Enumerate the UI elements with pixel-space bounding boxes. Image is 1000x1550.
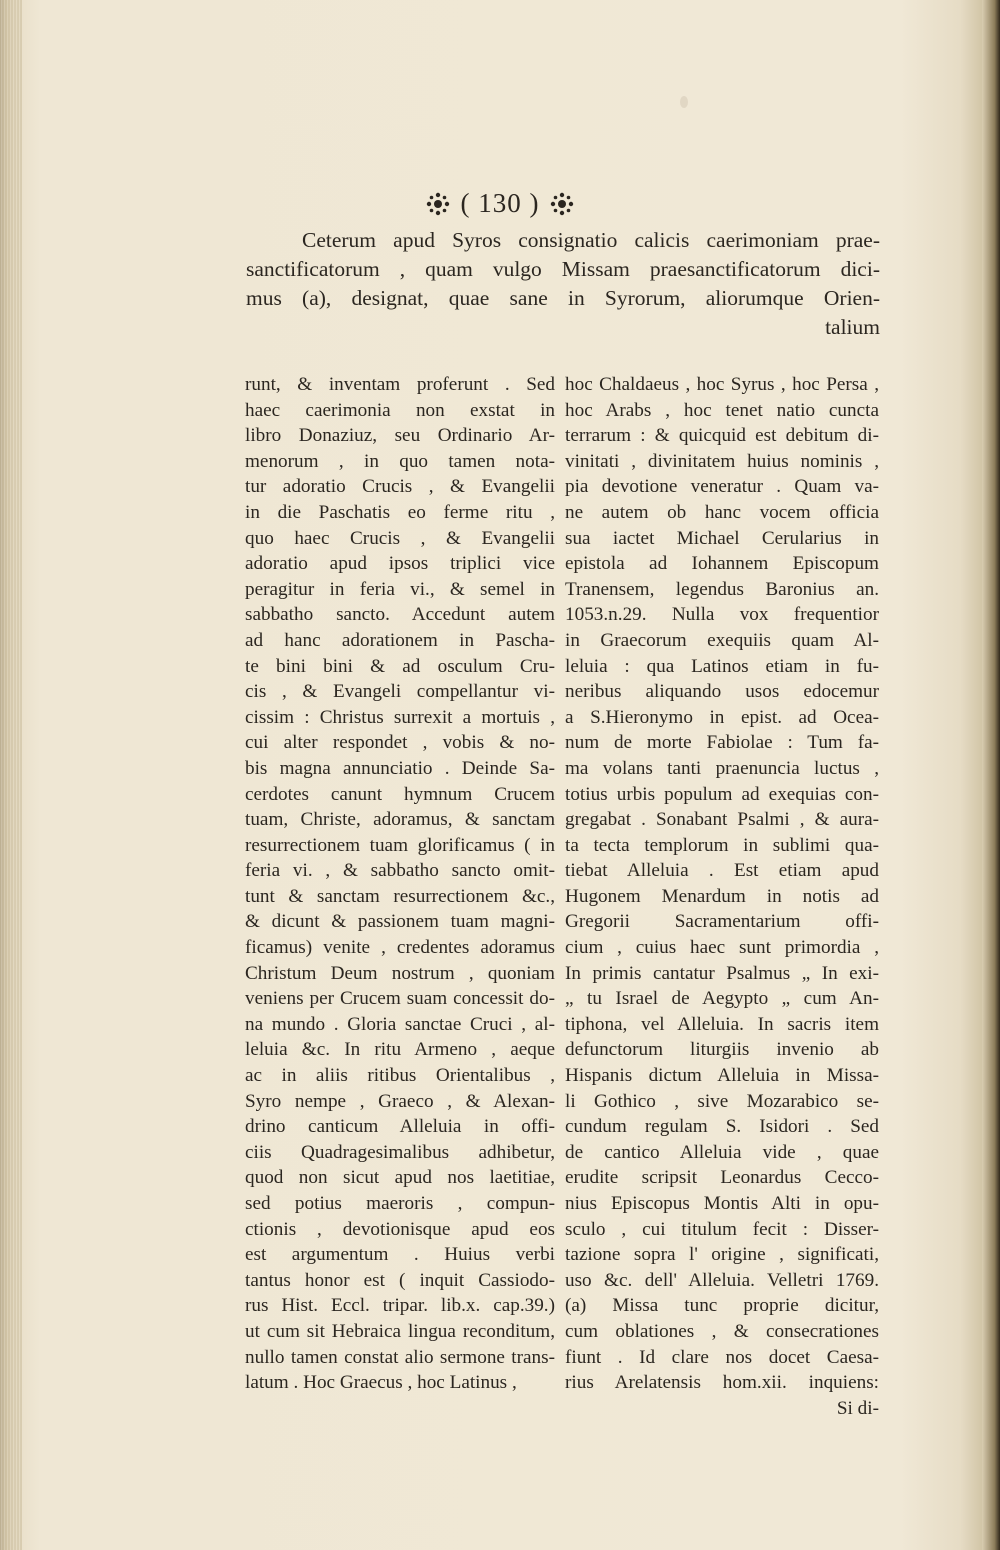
text-line: ut cum sit Hebraica lingua reconditum, <box>245 1320 555 1342</box>
text-line: rius Arelatensis hom.xii. inquiens: <box>565 1372 879 1394</box>
text-line: li Gothico , sive Mozarabico se- <box>565 1090 879 1112</box>
text-line: totius urbis populum ad exequias con- <box>565 783 879 805</box>
text-line: neribus aliquando usos edocemur <box>565 681 879 703</box>
text-line: menorum , in quo tamen nota- <box>245 450 555 472</box>
text-line: quod non sicut apud nos laetitiae, <box>245 1167 555 1189</box>
text-line: Christum Deum nostrum , quoniam <box>245 962 555 984</box>
text-line: In primis cantatur Psalmus „ In exi- <box>565 962 879 984</box>
text-line: ad hanc adorationem in Pascha- <box>245 629 555 651</box>
text-line: Syro nempe , Graeco , & Alexan- <box>245 1090 555 1112</box>
page-number: 130 <box>478 188 522 219</box>
text-line: „ tu Israel de Aegypto „ cum An- <box>565 988 879 1010</box>
text-line: de cantico Alleluia vide , quae <box>565 1141 879 1163</box>
text-line: hoc Arabs , hoc tenet natio cuncta <box>565 399 879 421</box>
text-line: libro Donaziuz, seu Ordinario Ar- <box>245 425 555 447</box>
text-line: est argumentum . Huius verbi <box>245 1244 555 1266</box>
text-line: terrarum : & quicquid est debitum di- <box>565 425 879 447</box>
text-line: epistola ad Iohannem Episcopum <box>565 553 879 575</box>
text-line: rus Hist. Eccl. tripar. lib.x. cap.39.) <box>245 1295 555 1317</box>
text-line: cui alter respondet , vobis & no- <box>245 732 555 754</box>
page-outer-edge <box>982 0 1000 1550</box>
text-line: Si di- <box>836 1397 879 1419</box>
text-line: ficamus) venite , credentes adoramus <box>245 937 555 959</box>
intro-line: Ceterum apud Syros consignatio calicis caerimoniam prae- <box>302 228 880 252</box>
text-line: veniens per Crucem suam concessit do- <box>245 988 555 1010</box>
text-line: te bini bini & ad osculum Cru- <box>245 655 555 677</box>
text-line: quo haec Crucis , & Evangelii <box>245 527 555 549</box>
right-ornament-icon <box>547 191 577 217</box>
text-line: Tranensem, legendus Baronius an. <box>565 578 879 600</box>
text-line: uso &c. dell' Alleluia. Velletri 1769. <box>565 1269 879 1291</box>
page-gutter-edge <box>0 0 22 1550</box>
text-line: cium , cuius haec sunt primordia , <box>565 937 879 959</box>
text-line: feria vi. , & sabbatho sancto omit- <box>245 860 555 882</box>
text-line: peragitur in feria vi., & semel in <box>245 578 555 600</box>
left-column <box>245 372 555 1396</box>
text-line: bis magna annunciatio . Deinde Sa- <box>245 757 555 779</box>
text-line: Hugonem Menardum in notis ad <box>565 885 879 907</box>
intro-line: mus (a), designat, quae sane in Syrorum, aliorumque Orien- <box>246 286 880 310</box>
text-line: ma volans tanti praenuncia luctus , <box>565 757 879 779</box>
text-line: tiphona, vel Alleluia. In sacris item <box>565 1013 879 1035</box>
text-line: cundum regulam S. Isidori . Sed <box>565 1116 879 1138</box>
text-line: tunt & sanctam resurrectionem &c., <box>245 885 555 907</box>
text-line: ciis Quadragesimalibus adhibetur, <box>245 1141 555 1163</box>
text-line: hoc Chaldaeus , hoc Syrus , hoc Persa , <box>565 374 879 395</box>
text-line: nius Episcopus Montis Alti in opu- <box>565 1193 879 1214</box>
text-line: defunctorum liturgiis invenio ab <box>565 1039 879 1061</box>
intro-line: sanctificatorum , quam vulgo Missam praesanctificatorum dici- <box>246 257 880 281</box>
text-line: ta tecta templorum in sublimi qua- <box>565 834 879 856</box>
text-line: latum . Hoc Graecus , hoc Latinus , <box>245 1372 517 1394</box>
text-line: a S.Hieronymo in epist. ad Ocea- <box>565 706 879 728</box>
text-line: gregabat . Sonabant Psalmi , & aura- <box>565 809 879 831</box>
text-line: sed potius maeroris , compun- <box>245 1193 555 1214</box>
text-line: num de morte Fabiolae : Tum fa- <box>565 732 879 754</box>
text-line: sculo , cui titulum fecit : Disser- <box>565 1218 879 1240</box>
text-line: tantus honor est ( inquit Cassiodo- <box>245 1269 555 1291</box>
right-column <box>565 372 879 1421</box>
text-line: tur adoratio Crucis , & Evangelii <box>245 476 555 498</box>
text-line: 1053.n.29. Nulla vox frequentior <box>565 604 879 626</box>
text-line: sua iactet Michael Cerularius in <box>565 527 879 549</box>
text-line: Gregorii Sacramentarium offi- <box>565 911 879 933</box>
text-line: leluia &c. In ritu Armeno , aeque <box>245 1039 555 1061</box>
text-line: drino canticum Alleluia in offi- <box>245 1116 555 1138</box>
ink-spot <box>680 96 688 108</box>
text-line: in Graecorum exequiis quam Al- <box>565 629 879 651</box>
text-line: cissim : Christus surrexit a mortuis , <box>245 706 555 728</box>
text-line: fiunt . Id clare nos docet Caesa- <box>565 1346 879 1368</box>
text-line: cerdotes canunt hymnum Crucem <box>245 783 555 805</box>
page-header: ( 130 ) <box>0 186 1000 219</box>
text-line: adoratio apud ipsos triplici vice <box>245 553 555 575</box>
text-line: resurrectionem tuam glorificamus ( in <box>245 834 555 856</box>
text-line: ac in aliis ritibus Orientalibus , <box>245 1065 555 1087</box>
text-line: na mundo . Gloria sanctae Cruci , al- <box>245 1013 555 1035</box>
text-line: tuam, Christe, adoramus, & sanctam <box>245 809 555 831</box>
text-line: erudite scripsit Leonardus Cecco- <box>565 1167 879 1189</box>
text-line: leluia : qua Latinos etiam in fu- <box>565 655 879 677</box>
text-line: in die Paschatis eo ferme ritu , <box>245 501 555 523</box>
text-line: tazione sopra l' origine , significati, <box>565 1244 879 1266</box>
intro-paragraph <box>246 226 880 342</box>
text-line: pia devotione veneratur . Quam va- <box>565 476 879 498</box>
text-line: vinitati , divinitatem huius nominis , <box>565 450 879 472</box>
text-line: runt, & inventam proferunt . Sed <box>245 374 555 395</box>
intro-line: talium <box>825 315 880 339</box>
text-line: tiebat Alleluia . Est etiam apud <box>565 860 879 882</box>
text-line: sabbatho sancto. Accedunt autem <box>245 604 555 626</box>
left-ornament-icon <box>423 191 453 217</box>
text-line: (a) Missa tunc proprie dicitur, <box>565 1295 879 1317</box>
text-line: ctionis , devotionisque apud eos <box>245 1218 555 1240</box>
text-line: cum oblationes , & consecrationes <box>565 1320 879 1342</box>
text-line: & dicunt & passionem tuam magni- <box>245 911 555 933</box>
text-line: Hispanis dictum Alleluia in Missa- <box>565 1065 879 1087</box>
text-line: haec caerimonia non exstat in <box>245 399 555 421</box>
text-line: ne autem ob hanc vocem officia <box>565 501 879 523</box>
text-line: cis , & Evangeli compellantur vi- <box>245 681 555 703</box>
text-line: nullo tamen constat alio sermone trans- <box>245 1346 555 1368</box>
